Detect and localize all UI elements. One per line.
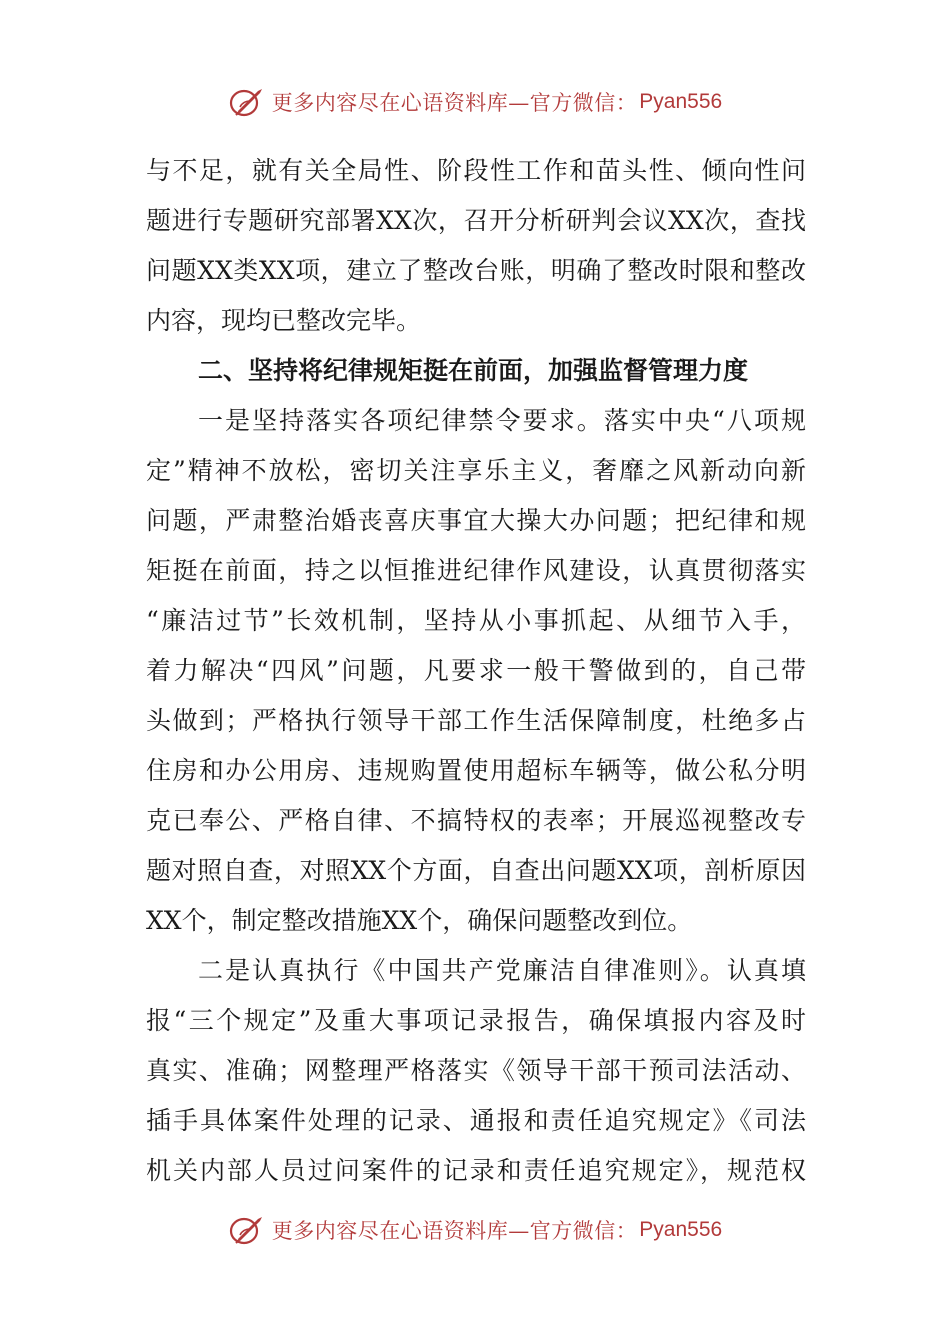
watermark-handle: Pyan556 <box>639 90 723 113</box>
quill-pen-circle-icon <box>228 1213 268 1247</box>
text-line: 着力解决“四风”问题，凡要求一般干警做到的，自己带 <box>146 656 806 685</box>
text-line: 定”精神不放松，密切关注享乐主义，奢靡之风新动向新 <box>146 456 806 485</box>
text-line: 头做到；严格执行领导干部工作生活保障制度，杜绝多占 <box>146 706 806 735</box>
watermark-handle: Pyan556 <box>639 1218 723 1241</box>
watermark-text: 更多内容尽在心语资料库—官方微信： <box>271 91 638 115</box>
text-line: 题对照自查，对照XX个方面，自查出问题XX项，剖析原因 <box>146 856 806 885</box>
text-line: “廉洁过节”长效机制，坚持从小事抓起、从细节入手， <box>146 606 806 635</box>
paragraph-1 <box>146 146 806 346</box>
document-body <box>146 146 806 1196</box>
text-line: 与不足，就有关全局性、阶段性工作和苗头性、倾向性问 <box>146 156 806 185</box>
text-line: 插手具体案件处理的记录、通报和责任追究规定》《司法 <box>146 1106 806 1135</box>
text-line: 住房和办公用房、违规购置使用超标车辆等，做公私分明 <box>146 756 806 785</box>
watermark-footer <box>0 1210 950 1250</box>
watermark-text: 更多内容尽在心语资料库—官方微信： <box>271 1219 638 1243</box>
text-line: 克已奉公、严格自律、不搞特权的表率；开展巡视整改专 <box>146 806 806 835</box>
text-line: 二是认真执行《中国共产党廉洁自律准则》。认真填 <box>198 956 806 985</box>
text-line: 题进行专题研究部署XX次，召开分析研判会议XX次，查找 <box>146 206 806 235</box>
text-line: 报“三个规定”及重大事项记录报告，确保填报内容及时 <box>146 1006 806 1035</box>
paragraph-2 <box>146 396 806 946</box>
text-line: 问题，严肃整治婚丧喜庆事宜大操大办问题；把纪律和规 <box>146 506 806 535</box>
text-line: 矩挺在前面，持之以恒推进纪律作风建设，认真贯彻落实 <box>146 556 806 585</box>
text-line: 机关内部人员过问案件的记录和责任追究规定》，规范权 <box>146 1156 806 1185</box>
text-line: 问题XX类XX项，建立了整改台账，明确了整改时限和整改 <box>146 256 806 285</box>
section-heading-2: 二、坚持将纪律规矩挺在前面，加强监督管理力度 <box>198 356 749 385</box>
text-line: 一是坚持落实各项纪律禁令要求。落实中央“八项规 <box>198 406 806 435</box>
text-line: 内容，现均已整改完毕。 <box>146 306 422 335</box>
paragraph-3 <box>146 946 806 1196</box>
quill-pen-circle-icon <box>228 85 268 119</box>
watermark-header <box>0 82 950 122</box>
text-line: 真实、准确；网整理严格落实《领导干部干预司法活动、 <box>146 1056 806 1085</box>
text-line: XX个，制定整改措施XX个，确保问题整改到位。 <box>146 906 693 935</box>
